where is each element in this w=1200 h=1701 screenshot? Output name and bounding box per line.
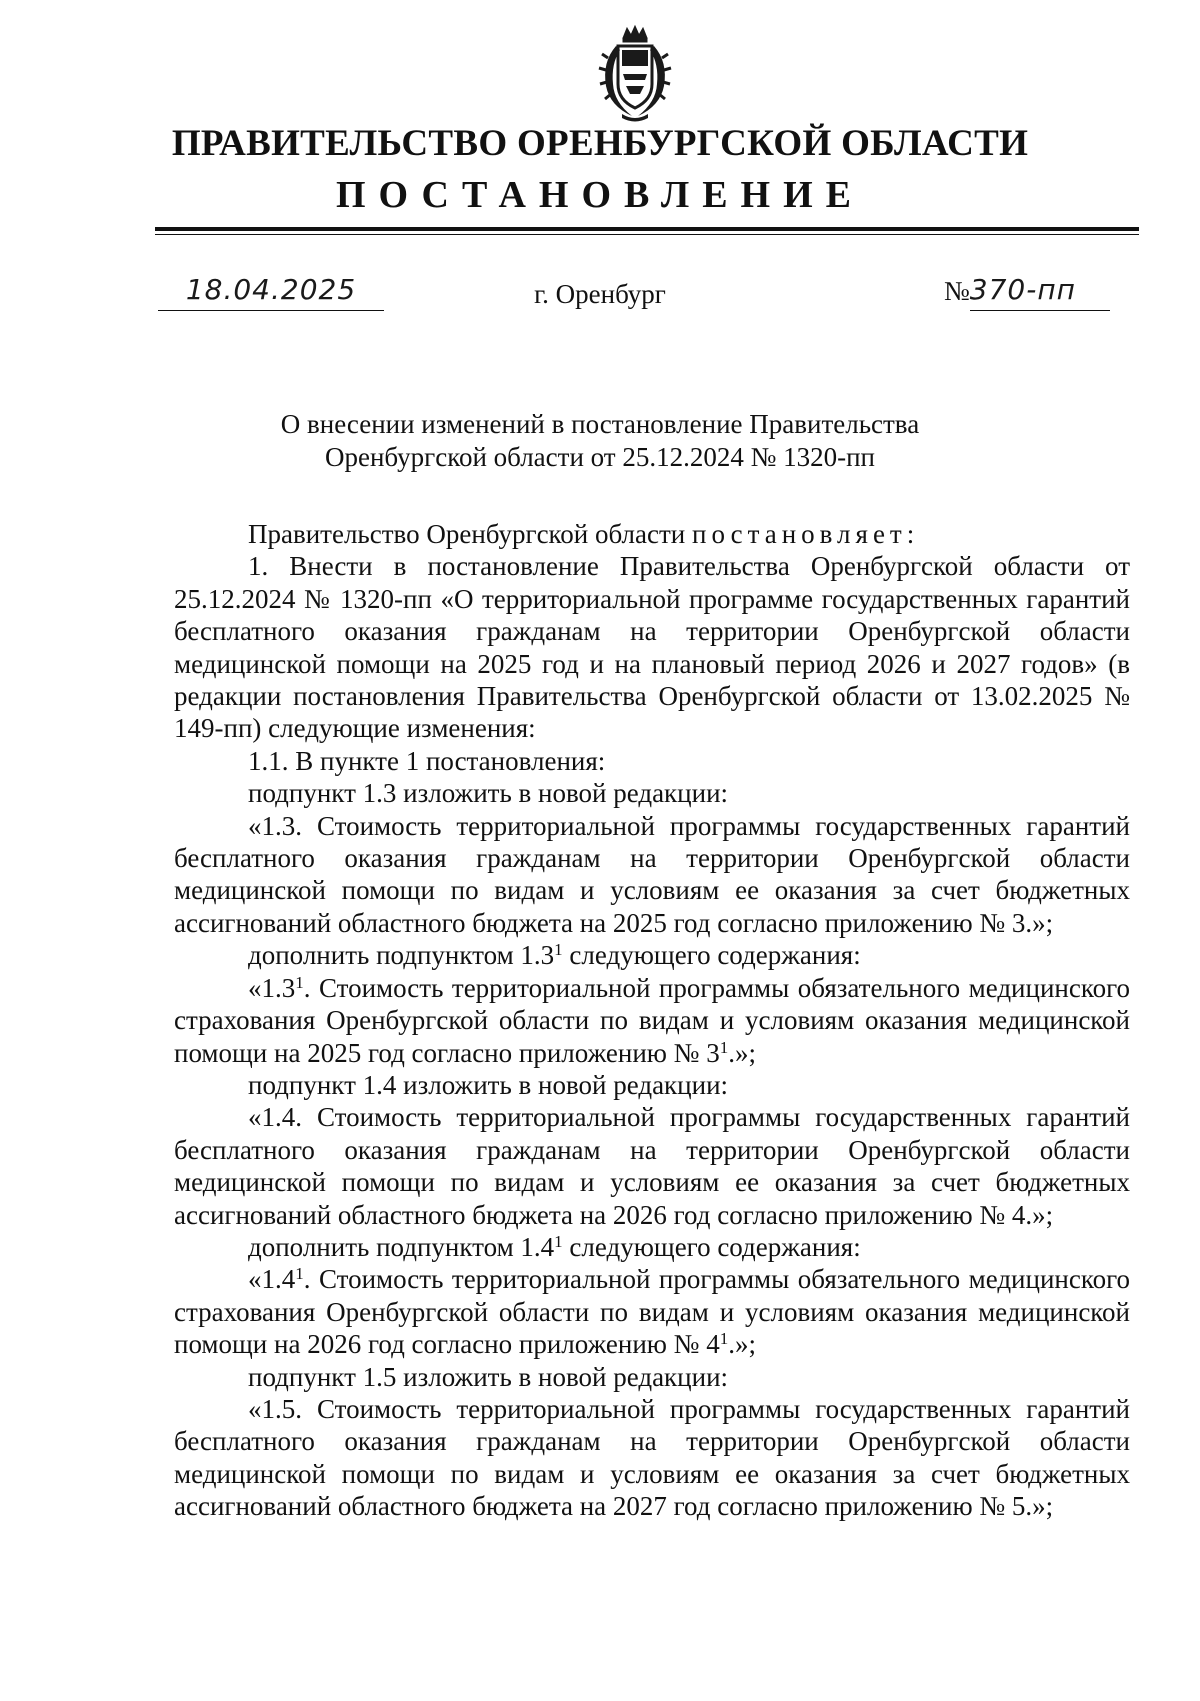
text-fragment: «1.3 <box>248 972 296 1003</box>
organization-title: ПРАВИТЕЛЬСТВО ОРЕНБУРГСКОЙ ОБЛАСТИ <box>171 123 1029 164</box>
number-sign: № <box>944 276 970 306</box>
document-type-title: ПОСТАНОВЛЕНИЕ <box>335 174 865 216</box>
superscript: 1 <box>719 1037 729 1057</box>
city-label: г. Оренбург <box>534 279 666 309</box>
paragraph-sub-1-4: «1.4. Стоимость территориальной программы государственных гарантий бесплатного оказания гражданам на территории Оренбургской области медицинской помощи по видам и условиям ее оказания за счет бюджетных ассигнований областного бюджета на 2026 год согласно приложению № 4.»; <box>174 1102 1130 1230</box>
superscript: 1 <box>554 940 563 960</box>
text-fragment: . Стоимость территориальной программы обязательного медицинского страхования Оренбургской области по видам и условиям оказания медицинской помощи на 2025 год согласно приложению № 3 <box>174 972 1130 1068</box>
paragraph-preamble <box>174 518 1130 550</box>
paragraph-sub-1-3-1 <box>174 972 1130 1069</box>
subject-line-2: Оренбургской области от 25.12.2024 № 1320-пп <box>325 442 875 472</box>
number-field <box>970 270 1110 311</box>
text-fragment: .»; <box>728 1329 756 1360</box>
text-fragment: .»; <box>728 1037 756 1068</box>
paragraph-sub-1-3: «1.3. Стоимость территориальной программы государственных гарантий бесплатного оказания гражданам на территории Оренбургской области медицинской помощи по видам и условиям ее оказания за счет бюджетных ассигнований областного бюджета на 2025 год согласно приложению № 3.»; <box>174 810 1130 938</box>
handwritten-date: 18.04.2025 <box>185 273 357 306</box>
paragraph-sub-1-4-intro: подпункт 1.4 изложить в новой редакции: <box>248 1069 729 1100</box>
paragraph-add-1-4-1 <box>174 1231 1130 1263</box>
document-subject <box>0 408 1200 474</box>
paragraph-1: 1. Внести в постановление Правительства Оренбургской области от 25.12.2024 № 1320-пп «О территориальной программе государственных гарантий бесплатного оказания гражданам на территории Оренбургской области медицинской помощи на 2025 год и на плановый период 2026 и 2027 годов» (в редакции постановления Правительства Оренбургской области от 13.02.2025 № 149-пп) следующие изменения: <box>174 551 1130 744</box>
superscript: 1 <box>554 1231 563 1251</box>
paragraph-sub-1-5-intro: подпункт 1.5 изложить в новой редакции: <box>248 1361 729 1392</box>
paragraph-sub-1-3-intro: подпункт 1.3 изложить в новой редакции: <box>248 778 729 809</box>
preamble-text: Правительство Оренбургской области <box>248 519 692 549</box>
text-fragment: следующего содержания: <box>562 1231 861 1262</box>
text-fragment: . Стоимость территориальной программы обязательного медицинского страхования Оренбургской области по видам и условиям оказания медицинской помощи на 2026 год согласно приложению № 4 <box>174 1264 1130 1360</box>
header-divider-thick <box>155 227 1139 231</box>
coat-of-arms-icon <box>596 24 674 124</box>
superscript: 1 <box>295 1264 304 1284</box>
paragraph-1-1: 1.1. В пункте 1 постановления: <box>248 745 606 776</box>
text-fragment: дополнить подпунктом 1.3 <box>248 940 555 971</box>
paragraph-sub-1-4-1 <box>174 1263 1130 1360</box>
superscript: 1 <box>295 972 304 992</box>
paragraph-add-1-3-1 <box>174 939 1130 971</box>
paragraph-sub-1-5: «1.5. Стоимость территориальной программы государственных гарантий бесплатного оказания гражданам на территории Оренбургской области медицинской помощи по видам и условиям ее оказания за счет бюджетных ассигнований областного бюджета на 2027 год согласно приложению № 5.»; <box>174 1393 1130 1522</box>
text-fragment: дополнить подпунктом 1.4 <box>248 1231 555 1262</box>
document-body <box>174 518 1130 1523</box>
subject-line-1: О внесении изменений в постановление Правительства <box>280 409 920 439</box>
text-fragment: «1.4 <box>248 1264 296 1295</box>
handwritten-number: 370-пп <box>969 273 1076 306</box>
superscript: 1 <box>719 1329 729 1349</box>
text-fragment: следующего содержания: <box>562 940 861 971</box>
document-number <box>944 270 1110 310</box>
header-divider-thin <box>155 234 1139 235</box>
preamble-verb: постановляет: <box>692 519 920 549</box>
